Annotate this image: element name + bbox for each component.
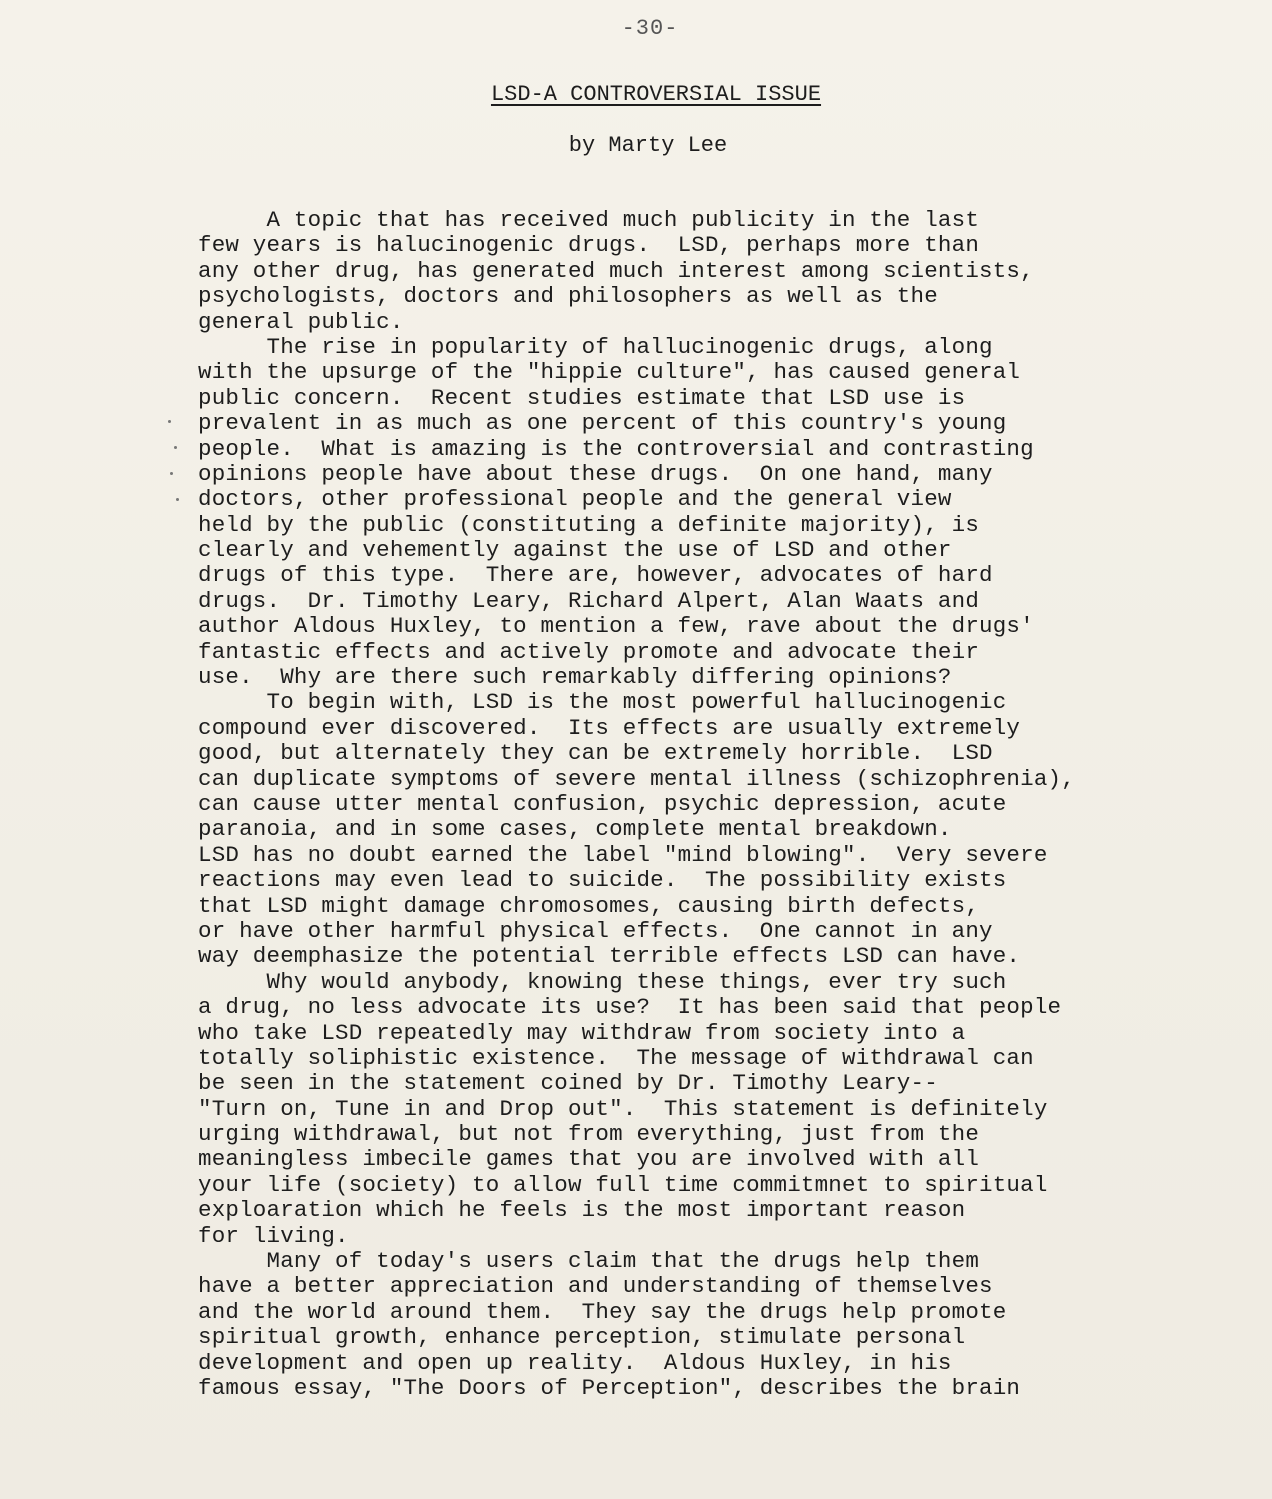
article-title — [0, 82, 1272, 107]
text-line: with the upsurge of the "hippie culture", has caused general — [198, 359, 1021, 386]
text-line: fantastic effects and actively promote and advocate their — [198, 638, 980, 665]
text-line: paranoia, and in some cases, complete mental breakdown. — [198, 816, 952, 843]
text-line: can cause utter mental confusion, psychic depression, acute — [198, 790, 1007, 817]
text-line: have a better appreciation and understanding of themselves — [198, 1273, 993, 1300]
text-line: prevalent in as much as one percent of this country's young — [198, 410, 1007, 437]
text-line: opinions people have about these drugs. On one hand, many — [198, 460, 993, 487]
text-line: drugs of this type. There are, however, advocates of hard — [198, 562, 993, 589]
text-line: Why would anybody, knowing these things, ever try such — [198, 968, 1007, 995]
text-line: public concern. Recent studies estimate that LSD use is — [198, 384, 966, 411]
text-line: use. Why are there such remarkably differing opinions? — [198, 664, 952, 691]
article-byline: by Marty Lee — [568, 133, 728, 158]
text-line: be seen in the statement coined by Dr. Timothy Leary-- — [198, 1070, 938, 1097]
text-line: LSD has no doubt earned the label "mind blowing". Very severe — [198, 841, 1048, 868]
text-line: author Aldous Huxley, to mention a few, rave about the drugs' — [198, 613, 1034, 640]
margin-speckles — [160, 400, 190, 520]
text-line: any other drug, has generated much interest among scientists, — [198, 257, 1034, 284]
text-line: your life (society) to allow full time commitmnet to spiritual — [198, 1171, 1048, 1198]
text-line: Many of today's users claim that the drugs help them — [198, 1248, 980, 1275]
text-line: spiritual growth, enhance perception, stimulate personal — [198, 1324, 966, 1351]
text-line: reactions may even lead to suicide. The possibility exists — [198, 867, 1007, 894]
page-number: -30- — [621, 16, 679, 41]
text-line: can duplicate symptoms of severe mental illness (schizophrenia), — [198, 765, 1075, 792]
text-line: doctors, other professional people and the general view — [198, 486, 952, 513]
text-line: held by the public (constituting a definite majority), is — [198, 511, 980, 538]
text-line: famous essay, "The Doors of Perception", describes the brain — [198, 1374, 1021, 1401]
text-line: or have other harmful physical effects. One cannot in any — [198, 917, 993, 944]
text-line: for living. — [198, 1222, 349, 1249]
text-line: totally soliphistic existence. The message of withdrawal can — [198, 1044, 1034, 1071]
text-line: good, but alternately they can be extremely horrible. LSD — [198, 740, 993, 767]
text-line: exploaration which he feels is the most important reason — [198, 1197, 966, 1224]
text-line: and the world around them. They say the drugs help promote — [198, 1298, 1007, 1325]
article-body — [198, 208, 1158, 1401]
text-line: people. What is amazing is the controversial and contrasting — [198, 435, 1034, 462]
text-line: few years is halucinogenic drugs. LSD, perhaps more than — [198, 232, 980, 259]
text-line: meaningless imbecile games that you are involved with all — [198, 1146, 980, 1173]
text-line: general public. — [198, 308, 404, 335]
text-line: who take LSD repeatedly may withdraw from society into a — [198, 1019, 966, 1046]
text-line: The rise in popularity of hallucinogenic drugs, along — [198, 333, 993, 360]
text-line: A topic that has received much publicity in the last — [198, 207, 980, 233]
text-line: urging withdrawal, but not from everything, just from the — [198, 1121, 980, 1148]
text-line: way deemphasize the potential terrible effects LSD can have. — [198, 943, 1021, 970]
text-line: development and open up reality. Aldous Huxley, in his — [198, 1349, 952, 1376]
text-line: drugs. Dr. Timothy Leary, Richard Alpert, Alan Waats and — [198, 587, 980, 614]
text-line: compound ever discovered. Its effects are usually extremely — [198, 714, 1021, 741]
text-line: clearly and vehemently against the use of LSD and other — [198, 537, 952, 564]
text-line: "Turn on, Tune in and Drop out". This statement is definitely — [198, 1095, 1048, 1122]
article-title-text: LSD-A CONTROVERSIAL ISSUE — [490, 82, 822, 107]
text-line: a drug, no less advocate its use? It has been said that people — [198, 994, 1062, 1021]
text-line: that LSD might damage chromosomes, causing birth defects, — [198, 892, 980, 919]
text-line: To begin with, LSD is the most powerful hallucinogenic — [198, 689, 1007, 716]
text-line: psychologists, doctors and philosophers as well as the — [198, 283, 938, 310]
